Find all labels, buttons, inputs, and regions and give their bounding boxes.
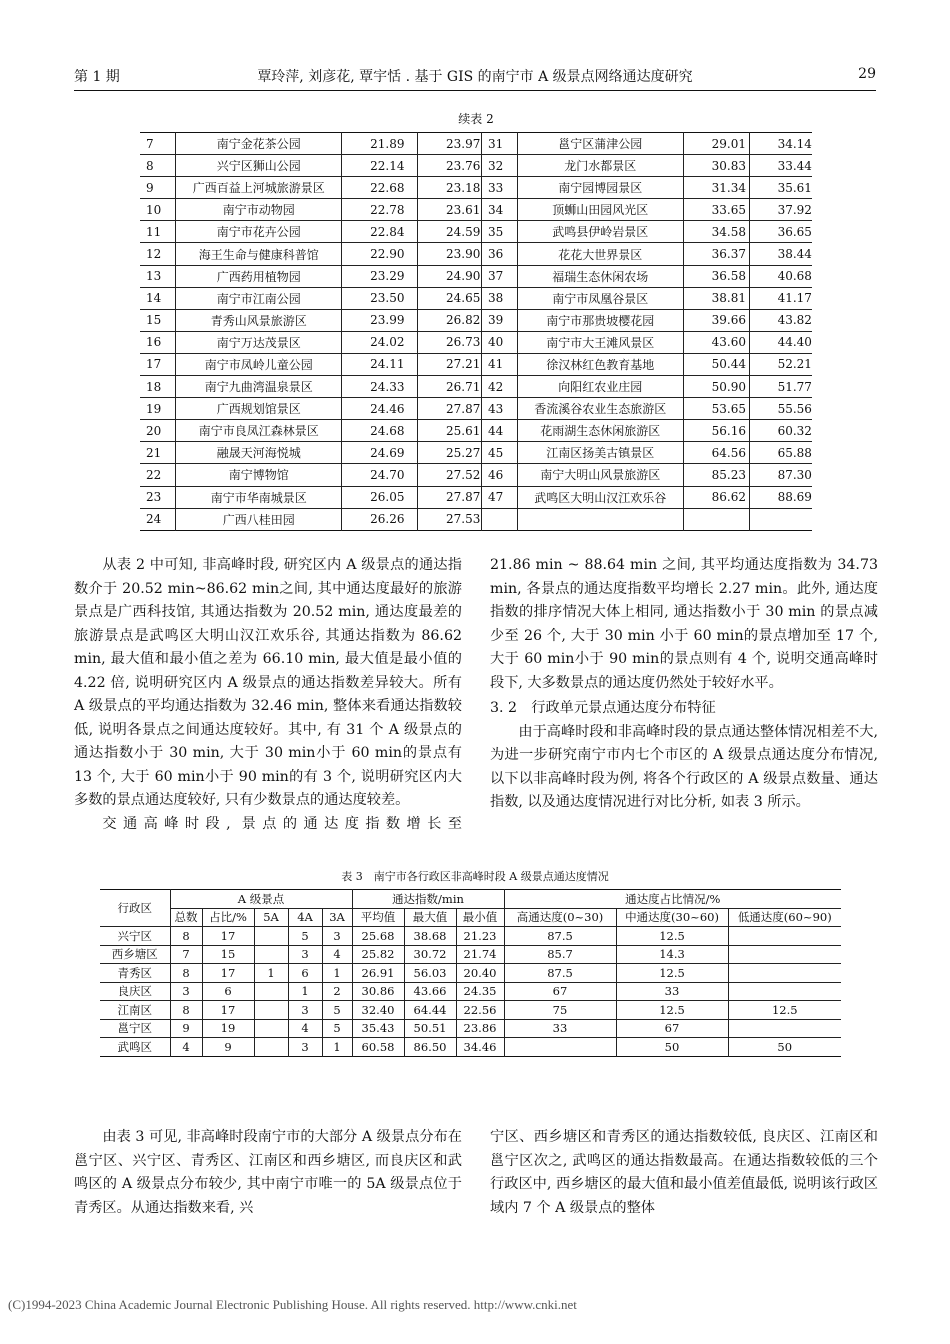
table-cell: 12.5 xyxy=(616,927,728,946)
table-cell: 87.5 xyxy=(504,927,616,946)
table-cell: 85.7 xyxy=(504,945,616,964)
table-row xyxy=(140,376,812,398)
table-cell: 3 xyxy=(170,982,202,1001)
table2-caption: 续表 2 xyxy=(458,112,494,126)
table-row xyxy=(140,420,812,442)
table3-caption: 表 3 南宁市各行政区非高峰时段 A 级景点通达度情况 xyxy=(341,870,609,883)
table-cell: 36.58 xyxy=(683,265,749,287)
paragraph: 21.86 min ~ 88.64 min 之间, 其平均通达度指数为 34.73 min, 各景点的通达度指数平均增长 2.27 min。此外, 通达度指数的排序情况大体上相同, 通达指数小于 30 min 的景点减少至 26 个, 大于 30 min 小于 60 min的景点增加至 17 个, 大于 60 min小于 90 min的景点则有 4 个, 说明交通高峰时段下, 大多数景点的通达度仍然处于较好水平。 xyxy=(490,557,878,691)
table-cell: 11 xyxy=(140,221,176,243)
left-column-text-2 xyxy=(74,1126,462,1220)
table-cell: 6 xyxy=(288,964,322,983)
table-row xyxy=(100,945,841,964)
table-cell: 56.03 xyxy=(404,964,456,983)
table-cell: 8 xyxy=(170,927,202,946)
table-cell: 武鸣区 xyxy=(100,1038,170,1057)
table-cell: 10 xyxy=(140,199,176,221)
table-row xyxy=(140,508,812,530)
table-cell: 43.66 xyxy=(404,982,456,1001)
table-cell xyxy=(749,508,812,530)
table-cell: 南宁园博园景区 xyxy=(517,177,683,199)
subheader: 平均值 xyxy=(352,908,404,927)
table-row xyxy=(140,155,812,177)
table-cell: 41.17 xyxy=(749,287,812,309)
table-cell: 34.14 xyxy=(749,133,812,155)
table-cell: 南宁万达茂景区 xyxy=(176,331,342,353)
table3 xyxy=(100,889,841,1057)
table-cell: 67 xyxy=(616,1019,728,1038)
table-cell: 23 xyxy=(140,486,176,508)
table-cell: 75 xyxy=(504,1001,616,1020)
table-cell: 64.56 xyxy=(683,442,749,464)
table-cell: 50 xyxy=(616,1038,728,1057)
table-cell: 4 xyxy=(288,1019,322,1038)
table-cell: 24.02 xyxy=(342,331,418,353)
table-cell: 1 xyxy=(322,964,352,983)
table-cell: 38 xyxy=(481,287,517,309)
table-cell: 22.56 xyxy=(456,1001,504,1020)
table-cell: 60.32 xyxy=(749,420,812,442)
table-cell: 38.81 xyxy=(683,287,749,309)
table-cell: 1 xyxy=(254,964,288,983)
table-cell: 52.21 xyxy=(749,353,812,375)
subheader: 最大值 xyxy=(404,908,456,927)
table-cell: 兴宁区狮山公园 xyxy=(176,155,342,177)
header-district: 行政区 xyxy=(100,890,170,927)
table-cell: 45 xyxy=(481,442,517,464)
table-cell: 26.82 xyxy=(418,309,482,331)
table-cell: 43.82 xyxy=(749,309,812,331)
table-cell: 12.5 xyxy=(728,1001,841,1020)
table-cell: 37.92 xyxy=(749,199,812,221)
subheader: 3A xyxy=(322,908,352,927)
table-cell xyxy=(728,982,841,1001)
table-cell: 23.86 xyxy=(456,1019,504,1038)
subheader: 占比/% xyxy=(202,908,254,927)
table-cell: 南宁市凤岭儿童公园 xyxy=(176,353,342,375)
table-cell: 广西百益上河城旅游景区 xyxy=(176,177,342,199)
table-cell: 27.87 xyxy=(418,486,482,508)
table-row xyxy=(140,331,812,353)
table-cell: 27.87 xyxy=(418,398,482,420)
copyright-footer: (C)1994-2023 China Academic Journal Electronic Publishing House. All rights reserved. http://www.cnki.net xyxy=(8,1297,577,1312)
table-cell: 23.97 xyxy=(418,133,482,155)
table-cell: 兴宁区 xyxy=(100,927,170,946)
table-cell: 24.46 xyxy=(342,398,418,420)
table-cell: 25.68 xyxy=(352,927,404,946)
table-cell: 南宁市大王滩风景区 xyxy=(517,331,683,353)
paragraph: 从表 2 中可知, 非高峰时段, 研究区内 A 级景点的通达指数介于 20.52 min~86.62 min之间, 其中通达度最好的旅游景点是广西科技馆, 其通达指数为 20.52 min, 通达度最差的旅游景点是武鸣区大明山汉江欢乐谷, 其通达指数为 86.62 min, 最大值和最小值之差为 66.10 min, 最大值是最小值的 4.22 倍, 说明研究区内 A 级景点的通达指数差异较大。所有 A 级景点的平均通达指数为 32.46 min, 整体来看通达指数较低, 说明各景点之间通达度较好。其中, 有 31 个 A 级景点的通达指数小于 30 min, 大于 30 min小于 60 min的景点有 13 个, 大于 60 min小于 90 min的有 3 个, 说明研究区内大多数的景点通达度较好, 只有少数景点的通达度较差。 xyxy=(74,557,462,808)
table-cell: 13 xyxy=(140,265,176,287)
table-cell: 龙门水都景区 xyxy=(517,155,683,177)
table-cell: 26.91 xyxy=(352,964,404,983)
table-cell: 12.5 xyxy=(616,1001,728,1020)
table-cell: 17 xyxy=(202,964,254,983)
table-cell: 47 xyxy=(481,486,517,508)
table-cell: 65.88 xyxy=(749,442,812,464)
table-row xyxy=(100,964,841,983)
table-cell: 36 xyxy=(481,243,517,265)
table-cell: 23.61 xyxy=(418,199,482,221)
table-cell: 21.74 xyxy=(456,945,504,964)
table-cell: 31.34 xyxy=(683,177,749,199)
table-cell: 86.62 xyxy=(683,486,749,508)
table-cell: 38.68 xyxy=(404,927,456,946)
table-cell: 7 xyxy=(170,945,202,964)
table-cell: 33.44 xyxy=(749,155,812,177)
table2 xyxy=(140,132,812,531)
table-cell: 青秀区 xyxy=(100,964,170,983)
paragraph: 由于高峰时段和非高峰时段的景点通达整体情况相差不大, 为进一步研究南宁市内七个市区的 A 级景点通达度分布情况, 以下以非高峰时段为例, 将各个行政区的 A 级景点数量、通达指数, 以及通达度情况进行对比分析, 如表 3 所示。 xyxy=(490,723,878,810)
table-cell: 南宁市江南公园 xyxy=(176,287,342,309)
table-cell: 34.46 xyxy=(456,1038,504,1057)
table-cell: 46 xyxy=(481,464,517,486)
table-cell: 22.78 xyxy=(342,199,418,221)
table-cell: 21.23 xyxy=(456,927,504,946)
table-cell: 64.44 xyxy=(404,1001,456,1020)
table-cell: 9 xyxy=(170,1019,202,1038)
table-cell xyxy=(254,1038,288,1057)
running-title: 覃玲萍, 刘彦花, 覃宇恬 . 基于 GIS 的南宁市 A 级景点网络通达度研究 xyxy=(257,69,693,85)
table-cell: 福瑞生态休闲农场 xyxy=(517,265,683,287)
table-cell: 江南区 xyxy=(100,1001,170,1020)
table-cell: 27.21 xyxy=(418,353,482,375)
table-cell: 32.40 xyxy=(352,1001,404,1020)
table-cell: 30.86 xyxy=(352,982,404,1001)
table-cell: 22.84 xyxy=(342,221,418,243)
table-cell: 23.76 xyxy=(418,155,482,177)
table-cell: 顶蛳山田园风光区 xyxy=(517,199,683,221)
table-cell xyxy=(254,1019,288,1038)
table-cell xyxy=(254,927,288,946)
table-cell: 5 xyxy=(322,1019,352,1038)
table-row xyxy=(140,309,812,331)
right-column-text-2 xyxy=(490,1126,878,1220)
table-cell: 26.71 xyxy=(418,376,482,398)
table-cell: 34.58 xyxy=(683,221,749,243)
header-a-spots: A 级景点 xyxy=(170,890,352,909)
left-column-text xyxy=(74,554,462,836)
table-cell: 8 xyxy=(140,155,176,177)
table-cell: 36.65 xyxy=(749,221,812,243)
table-cell: 武鸣县伊岭岩景区 xyxy=(517,221,683,243)
table-cell: 花雨湖生态休闲旅游区 xyxy=(517,420,683,442)
table-cell: 4 xyxy=(322,945,352,964)
table-cell: 花花大世界景区 xyxy=(517,243,683,265)
table-cell: 南宁九曲湾温泉景区 xyxy=(176,376,342,398)
table-cell: 35 xyxy=(481,221,517,243)
table-cell: 20.40 xyxy=(456,964,504,983)
table-cell: 18 xyxy=(140,376,176,398)
table-cell xyxy=(517,508,683,530)
table-cell: 香流溪谷农业生态旅游区 xyxy=(517,398,683,420)
table-cell: 56.16 xyxy=(683,420,749,442)
table-cell: 23.50 xyxy=(342,287,418,309)
table-cell: 22.14 xyxy=(342,155,418,177)
table-cell: 40 xyxy=(481,331,517,353)
table-cell: 邕宁区蒲津公园 xyxy=(517,133,683,155)
table-cell: 1 xyxy=(322,1038,352,1057)
table-cell: 17 xyxy=(202,1001,254,1020)
table-cell: 39.66 xyxy=(683,309,749,331)
table-cell: 88.69 xyxy=(749,486,812,508)
table-cell: 26.05 xyxy=(342,486,418,508)
table-cell: 27.53 xyxy=(418,508,482,530)
right-column-text xyxy=(490,554,878,815)
table-cell: 24.69 xyxy=(342,442,418,464)
table-row xyxy=(140,265,812,287)
table-cell: 22.90 xyxy=(342,243,418,265)
subheader: 最小值 xyxy=(456,908,504,927)
table-cell: 25.82 xyxy=(352,945,404,964)
table-cell: 武鸣区大明山汉江欢乐谷 xyxy=(517,486,683,508)
table-cell: 21 xyxy=(140,442,176,464)
table-cell: 24.68 xyxy=(342,420,418,442)
table-cell: 1 xyxy=(288,982,322,1001)
table-cell: 87.5 xyxy=(504,964,616,983)
table-cell: 南宁市花卉公园 xyxy=(176,221,342,243)
table-row xyxy=(140,353,812,375)
table-cell: 广西药用植物园 xyxy=(176,265,342,287)
table-cell xyxy=(728,964,841,983)
table-cell: 向阳红农业庄园 xyxy=(517,376,683,398)
table-cell xyxy=(254,945,288,964)
table-cell: 33 xyxy=(481,177,517,199)
table-cell: 26.26 xyxy=(342,508,418,530)
table-cell: 55.56 xyxy=(749,398,812,420)
table-row xyxy=(140,243,812,265)
subheader: 中通达度(30~60) xyxy=(616,908,728,927)
table-cell: 23.29 xyxy=(342,265,418,287)
table-row xyxy=(140,133,812,155)
table-cell xyxy=(254,982,288,1001)
table-cell: 19 xyxy=(140,398,176,420)
table-cell: 53.65 xyxy=(683,398,749,420)
table-cell: 67 xyxy=(504,982,616,1001)
table-row xyxy=(100,927,841,946)
table-cell: 23.18 xyxy=(418,177,482,199)
table-cell: 21.89 xyxy=(342,133,418,155)
table-cell: 16 xyxy=(140,331,176,353)
table-cell: 29.01 xyxy=(683,133,749,155)
table-cell: 87.30 xyxy=(749,464,812,486)
paragraph: 交通高峰时段, 景点的通达度指数增长至 xyxy=(102,815,462,832)
subheader: 高通达度(0~30) xyxy=(504,908,616,927)
table-cell: 17 xyxy=(202,927,254,946)
table-cell: 12 xyxy=(140,243,176,265)
table-cell: 23.99 xyxy=(342,309,418,331)
table-cell: 22 xyxy=(140,464,176,486)
table-cell xyxy=(728,927,841,946)
header-share: 通达度占比情况/% xyxy=(504,890,841,909)
table-cell: 融晟天河海悦城 xyxy=(176,442,342,464)
table-cell: 50.51 xyxy=(404,1019,456,1038)
header-rule xyxy=(74,90,876,91)
table-cell: 12.5 xyxy=(616,964,728,983)
table-cell: 南宁市动物园 xyxy=(176,199,342,221)
table-cell: 22.68 xyxy=(342,177,418,199)
table-cell: 24.11 xyxy=(342,353,418,375)
table-cell: 南宁大明山风景旅游区 xyxy=(517,464,683,486)
table-cell: 20 xyxy=(140,420,176,442)
table-cell: 3 xyxy=(288,1001,322,1020)
table-cell: 24.90 xyxy=(418,265,482,287)
table-cell: 南宁博物馆 xyxy=(176,464,342,486)
table-cell: 50.44 xyxy=(683,353,749,375)
table-cell: 42 xyxy=(481,376,517,398)
table-row xyxy=(100,1001,841,1020)
table-cell: 38.44 xyxy=(749,243,812,265)
table-cell: 7 xyxy=(140,133,176,155)
table-row xyxy=(140,221,812,243)
table-cell xyxy=(683,508,749,530)
subheader: 低通达度(60~90) xyxy=(728,908,841,927)
table-cell: 南宁市凤凰谷景区 xyxy=(517,287,683,309)
table-cell: 43.60 xyxy=(683,331,749,353)
table-cell: 25.61 xyxy=(418,420,482,442)
table-cell: 9 xyxy=(140,177,176,199)
subheader: 总数 xyxy=(170,908,202,927)
table-cell: 24.33 xyxy=(342,376,418,398)
table-cell: 5 xyxy=(288,927,322,946)
table-row xyxy=(140,199,812,221)
table-cell xyxy=(254,1001,288,1020)
table-cell xyxy=(481,508,517,530)
table-cell: 14.3 xyxy=(616,945,728,964)
table-cell: 33 xyxy=(504,1019,616,1038)
table-cell: 41 xyxy=(481,353,517,375)
running-header xyxy=(74,62,876,88)
table-row xyxy=(140,442,812,464)
table-cell: 15 xyxy=(140,309,176,331)
table-cell: 31 xyxy=(481,133,517,155)
table-row xyxy=(140,486,812,508)
table-cell: 44 xyxy=(481,420,517,442)
page-number: 29 xyxy=(858,66,876,82)
table-cell: 24.70 xyxy=(342,464,418,486)
table-cell: 43 xyxy=(481,398,517,420)
table-cell: 海王生命与健康科普馆 xyxy=(176,243,342,265)
table-cell: 南宁市良凤江森林景区 xyxy=(176,420,342,442)
table-cell: 32 xyxy=(481,155,517,177)
table-cell: 青秀山风景旅游区 xyxy=(176,309,342,331)
table-cell: 24.59 xyxy=(418,221,482,243)
table-cell: 35.61 xyxy=(749,177,812,199)
table-cell: 南宁金花茶公园 xyxy=(176,133,342,155)
table-cell: 23.90 xyxy=(418,243,482,265)
table-cell: 江南区扬美古镇景区 xyxy=(517,442,683,464)
subheader: 5A xyxy=(254,908,288,927)
table-cell: 36.37 xyxy=(683,243,749,265)
table-cell: 15 xyxy=(202,945,254,964)
table-cell: 14 xyxy=(140,287,176,309)
table-cell: 27.52 xyxy=(418,464,482,486)
table-cell: 广西八桂田园 xyxy=(176,508,342,530)
table-cell xyxy=(728,1019,841,1038)
table-cell: 33 xyxy=(616,982,728,1001)
header-index: 通达指数/min xyxy=(352,890,504,909)
table-cell: 徐汉林红色教育基地 xyxy=(517,353,683,375)
table-cell: 24.35 xyxy=(456,982,504,1001)
table-row xyxy=(100,1019,841,1038)
table-cell: 5 xyxy=(322,1001,352,1020)
subheader: 4A xyxy=(288,908,322,927)
table-cell: 86.50 xyxy=(404,1038,456,1057)
table-cell: 邕宁区 xyxy=(100,1019,170,1038)
table-cell: 8 xyxy=(170,964,202,983)
table-row xyxy=(140,398,812,420)
table-cell: 30.72 xyxy=(404,945,456,964)
table-row xyxy=(140,287,812,309)
paragraph: 由表 3 可见, 非高峰时段南宁市的大部分 A 级景点分布在邕宁区、兴宁区、青秀区、江南区和西乡塘区, 而良庆区和武鸣区的 A 级景点分布较少, 其中南宁市唯一的 5A 级景点位于青秀区。从通达指数来看, 兴 xyxy=(74,1129,462,1216)
table-cell: 4 xyxy=(170,1038,202,1057)
table-cell: 37 xyxy=(481,265,517,287)
table-cell: 3 xyxy=(288,1038,322,1057)
table-cell: 51.77 xyxy=(749,376,812,398)
table-row xyxy=(100,1038,841,1057)
table-row xyxy=(140,464,812,486)
table-cell: 50.90 xyxy=(683,376,749,398)
table-row xyxy=(140,177,812,199)
table-cell: 33.65 xyxy=(683,199,749,221)
table-cell: 25.27 xyxy=(418,442,482,464)
table-cell: 9 xyxy=(202,1038,254,1057)
table-cell: 85.23 xyxy=(683,464,749,486)
table-cell: 2 xyxy=(322,982,352,1001)
table-cell: 南宁市那贵坡樱花园 xyxy=(517,309,683,331)
table-cell: 34 xyxy=(481,199,517,221)
table-cell: 西乡塘区 xyxy=(100,945,170,964)
table-cell: 40.68 xyxy=(749,265,812,287)
table-cell xyxy=(504,1038,616,1057)
table-cell: 35.43 xyxy=(352,1019,404,1038)
table-row xyxy=(100,982,841,1001)
table-cell: 17 xyxy=(140,353,176,375)
table-cell: 良庆区 xyxy=(100,982,170,1001)
table-cell: 24.65 xyxy=(418,287,482,309)
table-cell: 3 xyxy=(288,945,322,964)
table-cell: 3 xyxy=(322,927,352,946)
table-cell: 30.83 xyxy=(683,155,749,177)
table-cell: 39 xyxy=(481,309,517,331)
table-cell: 广西规划馆景区 xyxy=(176,398,342,420)
table-cell: 50 xyxy=(728,1038,841,1057)
table-cell: 6 xyxy=(202,982,254,1001)
table-cell: 南宁市华南城景区 xyxy=(176,486,342,508)
table-cell: 44.40 xyxy=(749,331,812,353)
table-cell: 19 xyxy=(202,1019,254,1038)
table-cell: 8 xyxy=(170,1001,202,1020)
issue-label: 第 1 期 xyxy=(74,69,120,85)
table-cell xyxy=(728,945,841,964)
table-cell: 26.73 xyxy=(418,331,482,353)
section-heading: 3. 2 行政单元景点通达度分布特征 xyxy=(490,700,716,716)
table-cell: 24 xyxy=(140,508,176,530)
table-cell: 60.58 xyxy=(352,1038,404,1057)
paragraph: 宁区、西乡塘区和青秀区的通达指数较低, 良庆区、江南区和邕宁区次之, 武鸣区的通达指数最高。在通达指数较低的三个行政区中, 西乡塘区的最大值和最小值差值最低, 说明该行政区域内 7 个 A 级景点的整体 xyxy=(490,1129,878,1216)
